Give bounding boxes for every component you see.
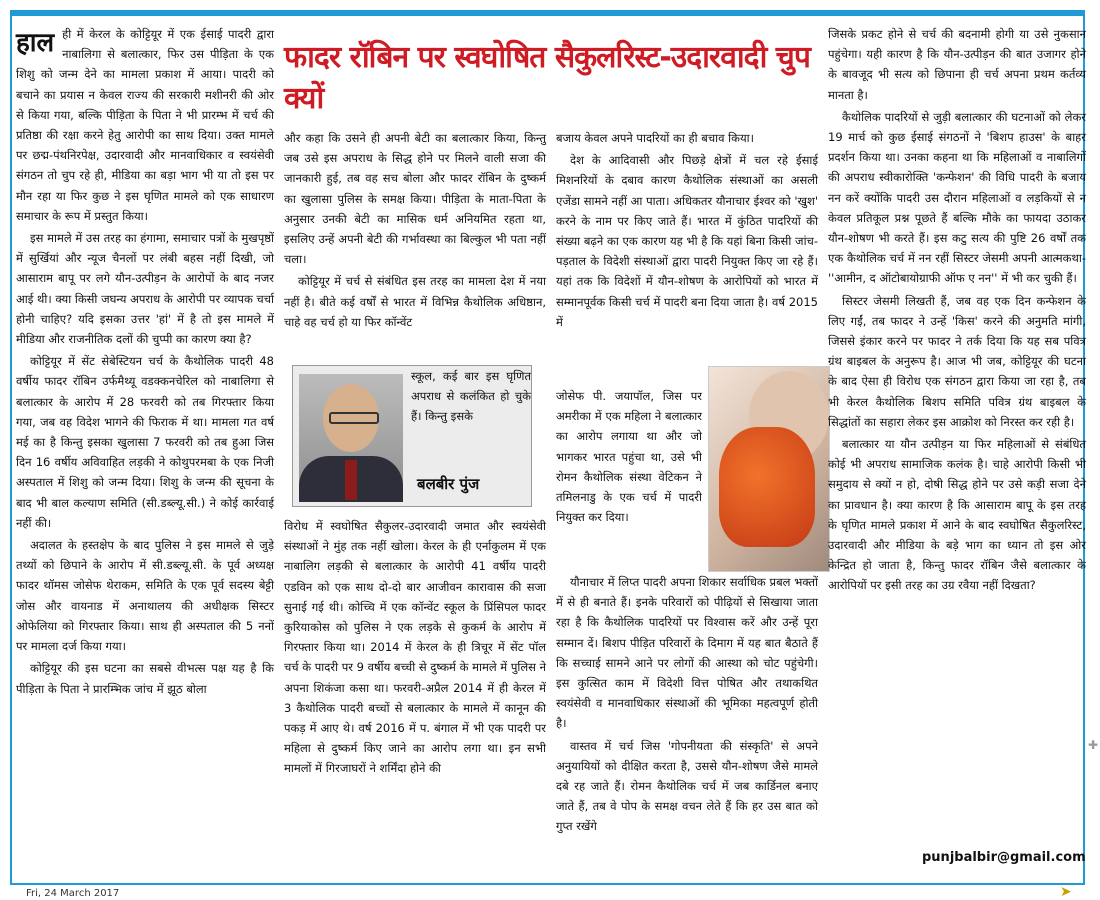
top-border-bar [10,10,1085,16]
col2-para-0: और कहा कि उसने ही अपनी बेटी का बलात्कार किया, किन्तु जब उसे इस अपराध के सिद्ध होने पर मिलने वाली सजा की जानकारी हुई, तब वह सच बोला और फादर रॉबिन के दुष्कर्म का खुलासा पुलिस के समक्ष किया। पीड़िता के माता-पिता के अनुसार उनकी बेटी का मासिक धर्म अनियमित रहता था, इसलिए उन्हें अपनी बेटी की गर्भावस्था का बिल्कुल भी पता नहीं चला। [284,131,546,267]
author-email[interactable]: punjbalbir@gmail.com [922,850,1086,865]
col1-para-0: ही में केरल के कोट्टियूर में एक ईसाई पादरी द्वारा नाबालिगा से बलात्कार, फिर उस पीड़िता के एक शिशु को जन्म देने का मामला प्रकाश में आया। पादरी को बचाने का प्रयास न केवल राज्य की सरकारी मशीनरी की ओर से किया गया, बल्कि पीड़िता के पिता ने भी प्रारम्भ में चर्च की प्रतिष्ठा की रक्षा करने हेतु आरोपी का साथ दिया। उक्त मामले पर छद्म-पंथनिरपेक्ष, उदारवादी और मानवाधिकार व स्वयंसेवी संगठन तो चुप रहे ही, मीडिया का बड़ा भाग भी या तो इस पर मौन रहा या फिर कुछ ने इस घृणित मामले को एक साधारण समाचार के रूप में प्रस्तुत किया। [16,27,274,223]
column-3-side [556,386,702,529]
author-box [292,365,532,507]
col1-para-4: कोट्टियूर की इस घटना का सबसे वीभत्स पक्ष यह है कि पीड़िता के पिता ने प्रारम्भिक जांच में झूठ बोला [16,661,274,696]
col2-para-1: कोट्टियूर में चर्च से संबंधित इस तरह का मामला देश में नया नहीं है। बीते कई वर्षों से भारत में विभिन्न कैथोलिक अधिष्ठान, चाहे वह चर्च हो या फिर कॉन्वेंट [284,274,546,329]
col3-side: जोसेफ पी. जयापॉल, जिस पर अमरीका में एक महिला ने बलात्कार का आरोप लगाया था और जो भागकर भारत पहुंचा था, उसे भी रोमन कैथोलिक संस्था वेटिकन ने तमिलनाडु के एक चर्च में पादरी नियुक्त कर दिया। [556,389,702,525]
column-1 [16,24,274,701]
headline [284,36,818,116]
headline-text: फादर रॉबिन पर स्वघोषित सैकुलरिस्ट-उदारवादी चुप क्यों [284,40,810,116]
col3-para-2: यौनाचार में लिप्त पादरी अपना शिकार सर्वाधिक प्रबल भक्तों में से ही बनाते हैं। इनके परिवारों को पीढ़ियों से सिखाया जाता रहा है कि कैथोलिक पादरियों पर विश्वास करें और उन्हें पूरा सम्मान दें। बिशप पीड़ित परिवारों के दिमाग में यह बात बैठाते हैं कि सच्चाई सामने आने पर लोगों की आस्था को चोट पहुंचेगी। इस कुत्सित काम में विदेशी वित्त पोषित और तथाकथित स्वयंसेवी व मानवाधिकार संस्थाओं की भूमिका महत्वपूर्ण होती है। [556,575,818,731]
column-2 [284,128,546,334]
column-4 [828,24,1086,598]
col4-para-1: कैथोलिक पादरियों से जुड़ी बलात्कार की घटनाओं को लेकर 19 मार्च को कुछ ईसाई संगठनों ने 'बिशप हाउस' के बाहर प्रदर्शन किया था। उनका कहना था कि महिलाओं व नाबालिगों की अपराध स्वीकारोक्ति 'कन्फेशन' की विधि पादरी के बजाय नन करें क्योंकि पादरी उस दौरान महिलाओं व लड़कियों से न केवल प्रतिकूल प्रश्न पूछते हैं बल्कि मौके का फायदा उठाकर यौन-शोषण भी करते हैं। इस कटु सत्य की पुष्टि 26 वर्षों तक एक कैथोलिक चर्च में नन रहीं सिस्टर जेसमी अपनी आत्मकथा-''आमीन, द ऑटोबायोग्राफी ऑफ ए नन'' में भी कर चुकी हैं। [828,109,1086,286]
author-photo [299,374,403,502]
col3-para-1: देश के आदिवासी और पिछड़े क्षेत्रों में चल रहे ईसाई मिशनरियों के दबाव कारण कैथोलिक संस्थाओं का असली एजेंडा सामने नहीं आ पाता। अधिकतर यौनाचार ईश्वर को 'खुश' करने के नाम पर किए जाते हैं। भारत में कुंठित पादरियों की संख्या बढ़ने का एक कारण यह भी है कि यहां बिना किसी जांच-पड़ताल के विदेशी संस्थाओं द्वारा पादरी नियुक्त किए जा रहे हैं। यहां तक कि विदेशों में यौन-शोषण के आरोपियों को भारत में सम्मानपूर्वक किसी चर्च में पादरी बना दिया जाता है। वर्ष 2015 में [556,153,818,329]
kicker: हाल [16,28,55,58]
col2-para-2: विरोध में स्वघोषित सैकुलर-उदारवादी जमात और स्वयंसेवी संस्थाओं ने मुंह तक नहीं खोला। केरल के ही एर्नाकुलम में एक नाबालिग लड़की से बलात्कार के आरोपी 41 वर्षीय पादरी एडविन को एक साथ दो-दो बार आजीवन कारावास की सजा सुनाई गई थी। कोच्चि में एक कॉन्वेंट स्कूल के प्रिंसिपल फादर कुरियाकोस को पुलिस ने एक लड़के से कुकर्म के आरोप में गिरफ्तार किया था। 2014 में केरल के ही त्रिचूर में सेंट पॉल चर्च के पादरी पर 9 वर्षीय बच्ची से दुष्कर्म के मामले में पुलिस ने अपना शिकंजा कसा था। फरवरी-अप्रैल 2014 में ही केरल में 3 कैथोलिक पादरी बच्चों से बलात्कार के मामले में कानून की पकड़ में आए थे। वर्ष 2016 में प. बंगाल में भी एक पादरी पर महिला से दुष्कर्म किए जाने का आरोप लगा था। इन सभी मामलों में गिरजाघरों ने शर्मिंदा होने की [284,519,546,776]
column-2-lower [284,516,546,781]
col4-para-0: जिसके प्रकट होने से चर्च की बदनामी होगी या उसे नुकसान पहुंचेगा। यही कारण है कि यौन-उत्पीड़न की बात उजागर होने के बावजूद भी सत्य को छिपाना ही चर्च अपना प्रथम कर्तव्य मानता है। [828,27,1086,102]
footer-date: Fri, 24 March 2017 [26,888,120,899]
col1-para-3: अदालत के हस्तक्षेप के बाद पुलिस ने इस मामले से जुड़े तथ्यों को छिपाने के आरोप में सी.डब्ल्यू.सी. के पूर्व अध्यक्ष फादर थॉमस जोसेफ थेराकम, समिति के एक पूर्व सदस्य बेट्टी जोस और वायनाड में अनाथालय की अधीक्षक सिस्टर ओफेलिया को गिरफ्तार किया। साथ ही अस्पताल की 5 ननों पर मामला दर्ज किया गया। [16,538,274,654]
column-3 [556,128,818,334]
col4-para-3: बलात्कार या यौन उत्पीड़न या फिर महिलाओं से संबंधित कोई भी अपराध सामाजिक कलंक है। चाहे आरोपी किसी भी समुदाय से क्यों न हो, दोषी सिद्ध होने पर उसे कड़ी सजा देने का प्रावधान है। क्या कारण है कि आसाराम बापू के इस तरह के घृणित मामले प्रकाश में आने के बाद स्वघोषित सैकुलरिस्ट, उदारवादी और मीडिया के बड़े भाग का ध्यान तो इस ओर केन्द्रित हो जाता है, किन्तु फादर रॉबिन जैसे बलात्कार के आरोपियों पर इसी तरह का उग्र रवैया नहीं दिखता? [828,437,1086,593]
col4-para-2: सिस्टर जेसमी लिखती हैं, जब वह एक दिन कन्फेशन के लिए गईं, तब फादर ने उन्हें 'किस' करने की अनुमति मांगी, जिससे इंकार करने पर फादर ने तर्क दिया कि यह सब पवित्र ग्रंथ बाइबल के अनुरूप है। आज भी जब, कोट्टियूर की घटना के बाद ऐसा ही विरोध एक संगठन द्वारा किया जा रहा है, तब भी केरल कैथोलिक बिशप समिति पवित्र ग्रंथ बाइबल के सिद्धांतों का सहारा लेकर इस आक्रोश को निरस्त कर रही है। [828,293,1086,429]
col1-para-2: कोट्टियूर में सेंट सेबेस्टियन चर्च के कैथोलिक पादरी 48 वर्षीय फादर रॉबिन उर्फमैथ्यू वडक्कनचेरिल को नाबालिगा से बलात्कार के आरोप में 28 फरवरी को तब गिरफ्तार किया गया, जब वह विदेश भागने की फिराक में था। मामला गत वर्ष मई का है किन्तु इसका खुलासा 7 फरवरी को तब हुआ जिस दिन 16 वर्षीय अविवाहित लड़की ने कोथुपरमबा के एक निजी अस्पताल में शिशु को जन्म दिया। शिशु के जन्म की सूचना के बाद भी बाल कल्याण समिति (सी.डब्ल्यू.सी.) ने कोई कार्रवाई नहीं की। [16,354,274,530]
col2-side: स्कूल, कई बार इस घृणित अपराध से कलंकित हो चुके हैं। किन्तु इसके [411,369,531,424]
author-name: बलबीर पुंज [417,475,480,493]
pin-icon: ✚ [1088,738,1099,752]
column-3-lower [556,572,818,839]
col1-para-1: इस मामले में उस तरह का हंगामा, समाचार पत्रों के मुखपृष्ठों में सुर्खियां और न्यूज चैनलों पर लंबी बहस नहीं दिखी, जो आसाराम बापू पर लगे यौन-उत्पीड़न के आरोपों के बाद नजर आई थी। क्या किसी जघन्य अपराध के आरोपी पर व्यापक चर्चा होनी चाहिए? यदि इसका उत्तर 'हां' में है तो इस मामले में मीडिया और राजनीतिक दलों की चुप्पी का कारण क्या है? [16,231,275,347]
arrow-icon: ➤ [1060,884,1072,900]
col3-para-3: वास्तव में चर्च जिस 'गोपनीयता की संस्कृति' से अपने अनुयायियों को दीक्षित करता है, उससे यौन-शोषण जैसे मामले दबे रह जाते हैं। रोमन कैथोलिक चर्च में जब कार्डिनल बनाए जाते हैं, तब वे पोप के समक्ष वचन लेते हैं कि हर उस बात को गुप्त रखेंगे [556,738,818,834]
col2-side-text [411,366,531,429]
col3-para-0: बजाय केवल अपने पादरियों का ही बचाव किया। [556,131,754,145]
article-photo [708,366,830,572]
